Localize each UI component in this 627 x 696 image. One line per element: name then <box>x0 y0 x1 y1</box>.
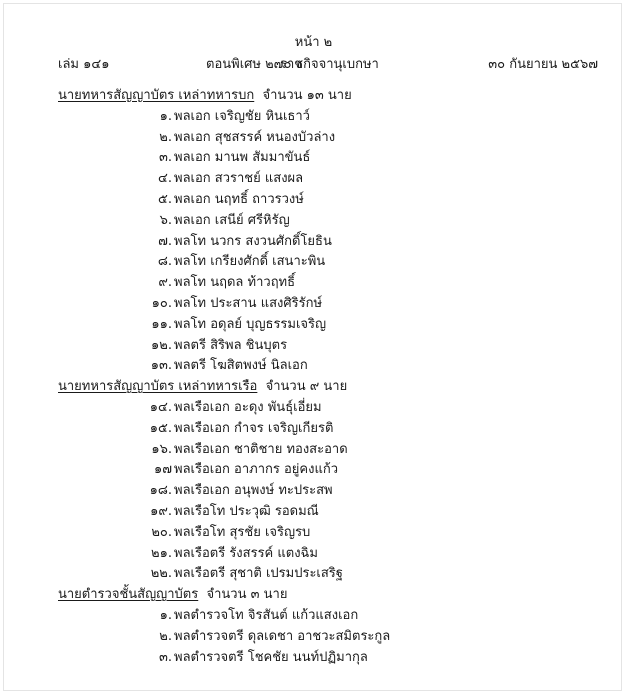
entry-name: พลตำรวจตรี โชคชัย นนท์ปฏิมากุล <box>174 649 368 665</box>
publication-name: ราชกิจจานุเบกษา <box>280 57 379 72</box>
entry-name: พลเรือเอก อนุพงษ์ ทะประสพ <box>174 483 333 499</box>
entry-number: ๘. <box>157 254 172 270</box>
group-count: จำนวน ๙ นาย <box>265 379 348 395</box>
group-heading <box>58 585 598 606</box>
list-item <box>58 252 598 273</box>
entry-name: พลเรือโท ประวุฒิ รอดมณี <box>174 503 319 519</box>
entry-number: ๔. <box>158 171 172 187</box>
entry-number: ๑๗ <box>153 462 172 478</box>
entry-name: พลเรือเอก ชาติชาย ทองสะอาด <box>174 441 348 457</box>
list-item <box>58 169 598 190</box>
entry-number: ๑๒. <box>151 337 172 353</box>
entry-number: ๒๑. <box>151 545 172 561</box>
list-item <box>58 398 598 419</box>
list-item <box>58 211 598 232</box>
page-number: หน้า ๒ <box>294 35 333 50</box>
publication-date: ๓๐ กันยายน ๒๕๖๗ <box>488 57 598 72</box>
list-item <box>58 440 598 461</box>
entry-number: ๑๙. <box>150 503 172 519</box>
list-item <box>58 606 598 627</box>
entry-name: พลโท เกรียงศักดิ์ เสนาะพิน <box>174 254 326 270</box>
group-heading <box>58 86 598 107</box>
list-item <box>58 627 598 648</box>
entry-name: พลเอก เจริญชัย หินเธาว์ <box>174 108 310 124</box>
list-item <box>58 294 598 315</box>
volume-label: เล่ม ๑๔๑ <box>58 57 110 72</box>
entry-name: พลโท นวกร สงวนศักดิ์โยธิน <box>174 233 332 249</box>
list-item <box>58 315 598 336</box>
entry-name: พลโท นฤดล ท้าวฤทธิ์ <box>174 275 296 291</box>
list-item <box>58 460 598 481</box>
list-item <box>58 564 598 585</box>
entry-number: ๑๕. <box>149 420 172 436</box>
entry-number: ๑๐. <box>151 295 172 311</box>
entry-number: ๑๖. <box>151 441 172 457</box>
group-title: นายทหารสัญญาบัตร เหล่าทหารบก <box>58 88 255 103</box>
entry-name: พลเอก นฤทธิ์ ถาวรวงษ์ <box>174 191 304 207</box>
entry-number: ๑๘. <box>149 483 172 499</box>
list-item <box>58 502 598 523</box>
group-title: นายทหารสัญญาบัตร เหล่าทหารเรือ <box>58 379 258 395</box>
entry-name: พลโท ประสาน แสงศิริรักษ์ <box>174 295 323 311</box>
list-item <box>58 107 598 128</box>
entry-number: ๗. <box>158 233 172 249</box>
group-count: จำนวน ๓ นาย <box>206 587 288 603</box>
list-item <box>58 544 598 565</box>
gazette-header <box>58 53 598 71</box>
entry-number: ๒. <box>159 628 172 644</box>
entry-name: พลตำรวจโท จิรสันต์ แก้วแสงเอก <box>174 607 359 623</box>
group-heading <box>58 377 598 398</box>
list-item <box>58 356 598 377</box>
list-item <box>58 419 598 440</box>
section-label: ตอนพิเศษ ๒๗๐ ง <box>206 57 302 72</box>
list-item <box>58 648 598 669</box>
entry-name: พลเรือเอก กำจร เจริญเกียรติ <box>174 420 334 436</box>
entry-number: ๑. <box>159 108 172 124</box>
list-item <box>58 128 598 149</box>
entry-name: พลเอก สวราชย์ แสงผล <box>174 171 304 187</box>
entry-number: ๕. <box>158 191 172 207</box>
list-item <box>58 481 598 502</box>
entry-name: พลเอก เสนีย์ ศรีหิรัญ <box>174 212 290 228</box>
entry-number: ๑. <box>159 607 172 623</box>
entry-name: พลเรือโท สุรชัย เจริญรบ <box>174 524 311 540</box>
list-item <box>58 232 598 253</box>
entry-name: พลตรี โฆสิตพงษ์ นิลเอก <box>174 358 308 374</box>
entry-number: ๒๐. <box>151 524 172 540</box>
entry-number: ๒๒. <box>150 566 172 582</box>
group-count: จำนวน ๑๓ นาย <box>262 88 352 103</box>
entry-number: ๙. <box>158 275 172 291</box>
group-title: นายตำรวจชั้นสัญญาบัตร <box>58 587 199 603</box>
list-item <box>58 148 598 169</box>
entry-name: พลโท อดุลย์ บุญธรรมเจริญ <box>174 316 327 332</box>
entry-name: พลตรี สิริพล ชินบุตร <box>174 337 288 353</box>
entry-name: พลเอก มานพ สัมมาขันธ์ <box>174 150 311 166</box>
list-item <box>58 273 598 294</box>
list-item <box>58 523 598 544</box>
entry-number: ๑๓. <box>150 358 172 374</box>
entry-number: ๓. <box>158 649 172 665</box>
entry-name: พลเอก สุชสรรค์ หนองบัวล่าง <box>174 129 336 145</box>
list-item <box>58 336 598 357</box>
entry-name: พลเรือเอก อาภากร อยู่คงแก้ว <box>174 462 339 478</box>
entry-number: ๒. <box>159 129 172 145</box>
document-body <box>58 86 598 668</box>
list-item <box>58 190 598 211</box>
entry-name: พลเรือตรี รังสรรค์ แตงฉิม <box>174 545 318 561</box>
entry-name: พลเรือเอก อะดุง พันธุ์เอี่ยม <box>174 399 322 415</box>
entry-number: ๑๔. <box>149 399 172 415</box>
entry-number: ๑๑. <box>151 316 172 332</box>
entry-name: พลตำรวจตรี ดุลเดชา อาชวะสมิตระกูล <box>174 628 391 644</box>
entry-number: ๓. <box>158 150 172 166</box>
entry-name: พลเรือตรี สุชาติ เปรมประเสริฐ <box>174 566 343 582</box>
entry-number: ๖. <box>159 212 172 228</box>
